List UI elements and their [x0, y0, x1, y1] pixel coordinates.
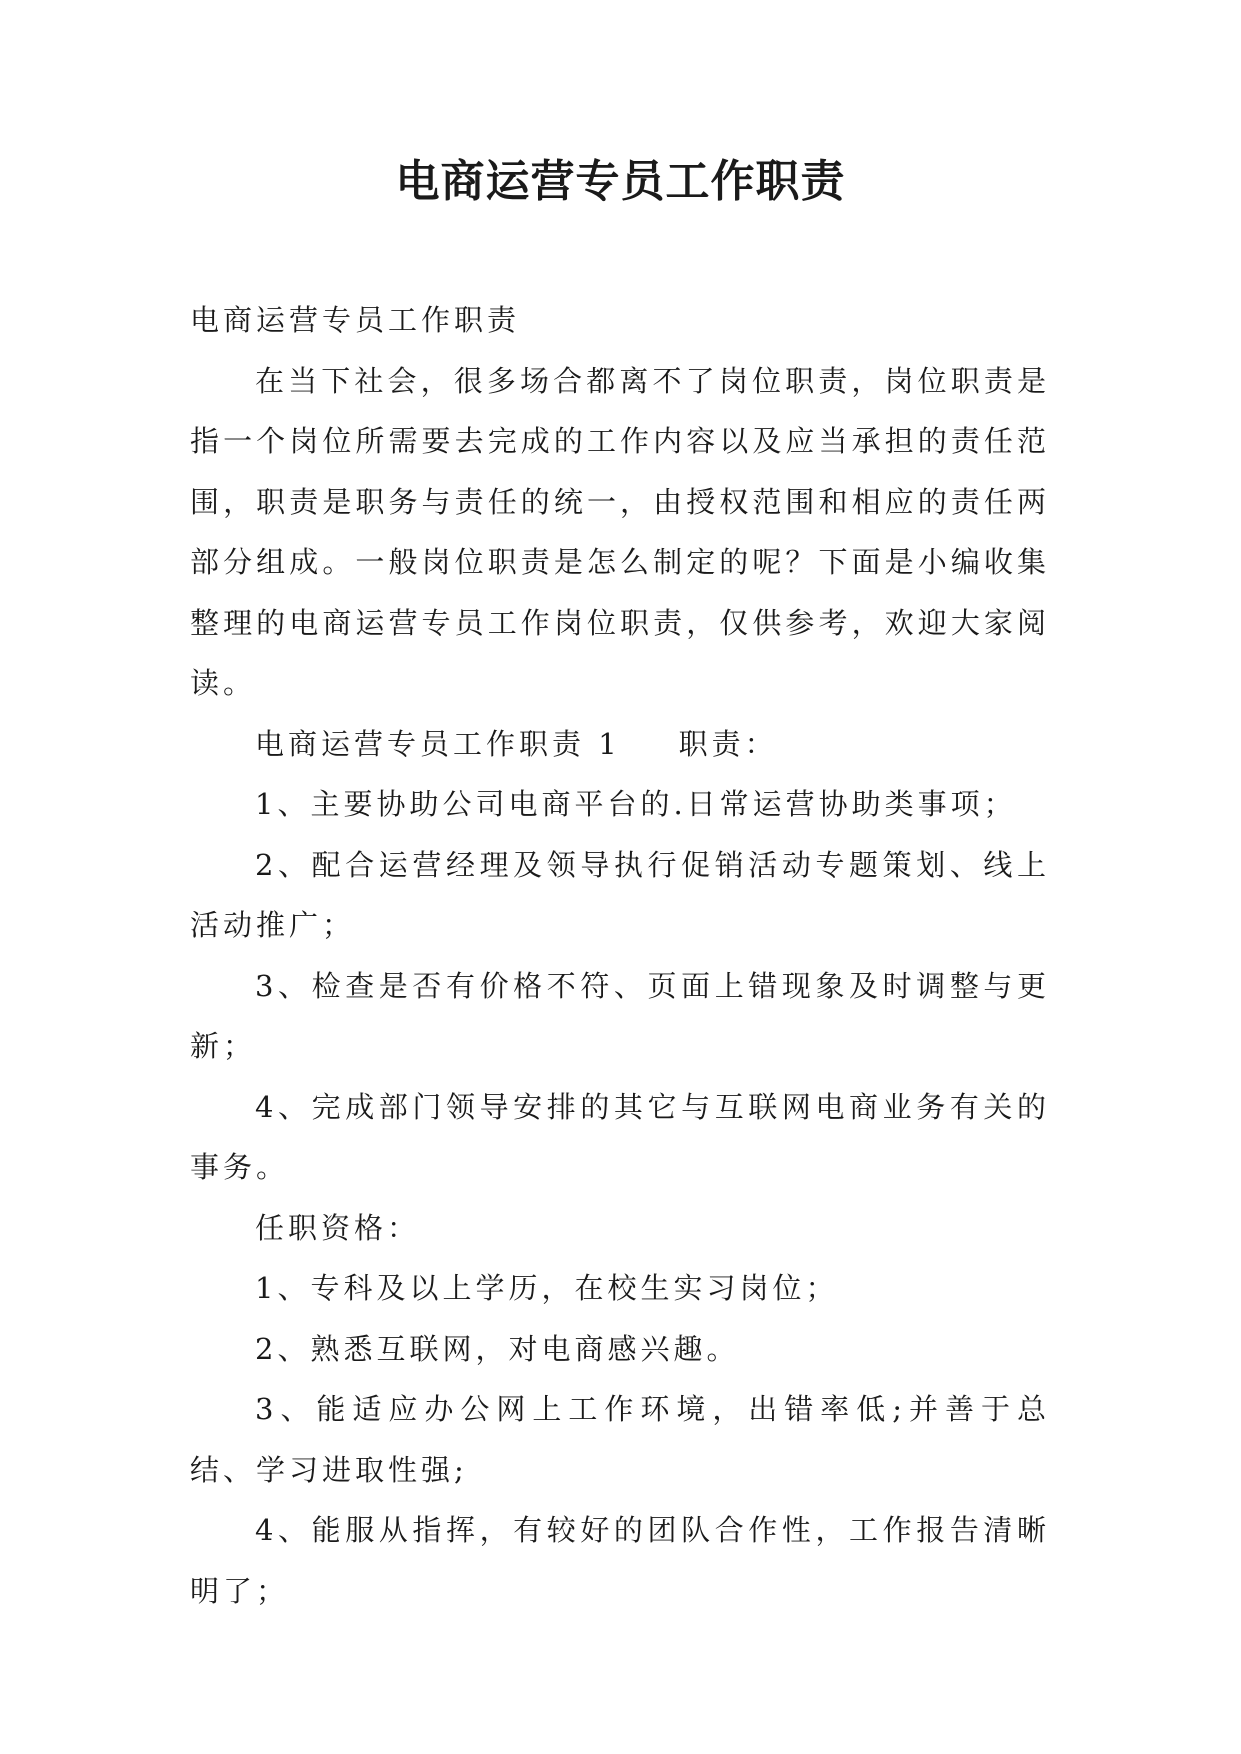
qualification-item: 4、能服从指挥，有较好的团队合作性，工作报告清晰明了；: [190, 1513, 1050, 1608]
qualification-item: 2、熟悉互联网，对电商感兴趣。: [255, 1331, 740, 1366]
qualification-item: 1、专科及以上学历，在校生实习岗位；: [255, 1271, 839, 1305]
subtitle: 电商运营专员工作职责: [190, 303, 521, 337]
document-title: 电商运营专员工作职责: [395, 156, 846, 207]
intro-paragraph: 在当下社会，很多场合都离不了岗位职责，岗位职责是指一个岗位所需要去完成的工作内容以及应当承担的责任范围，职责是职务与责任的统一，由授权范围和相应的责任两部分组成。一般岗位职责是怎么制定的呢？下面是小编收集整理的电商运营专员工作岗位职责，仅供参考，欢迎大家阅读。: [190, 363, 1050, 700]
section-title: 电商运营专员工作职责 1: [255, 726, 621, 761]
section-heading: [190, 714, 1050, 775]
qualifications-label: 任职资格：: [255, 1210, 421, 1245]
duty-item: 2、配合运营经理及领导执行促销活动专题策划、线上活动推广；: [190, 847, 1050, 942]
duties-label: 职责：: [678, 726, 778, 761]
duty-item: 4、完成部门领导安排的其它与互联网电商业务有关的事务。: [190, 1089, 1050, 1184]
duty-item: 3、检查是否有价格不符、页面上错现象及时调整与更新；: [190, 968, 1050, 1063]
qualification-item: 3、能适应办公网上工作环境，出错率低;并善于总结、学习进取性强;: [190, 1392, 1050, 1487]
document-body: [190, 290, 1050, 1621]
duty-item: 1、主要协助公司电商平台的.日常运营协助类事项；: [255, 787, 1017, 821]
